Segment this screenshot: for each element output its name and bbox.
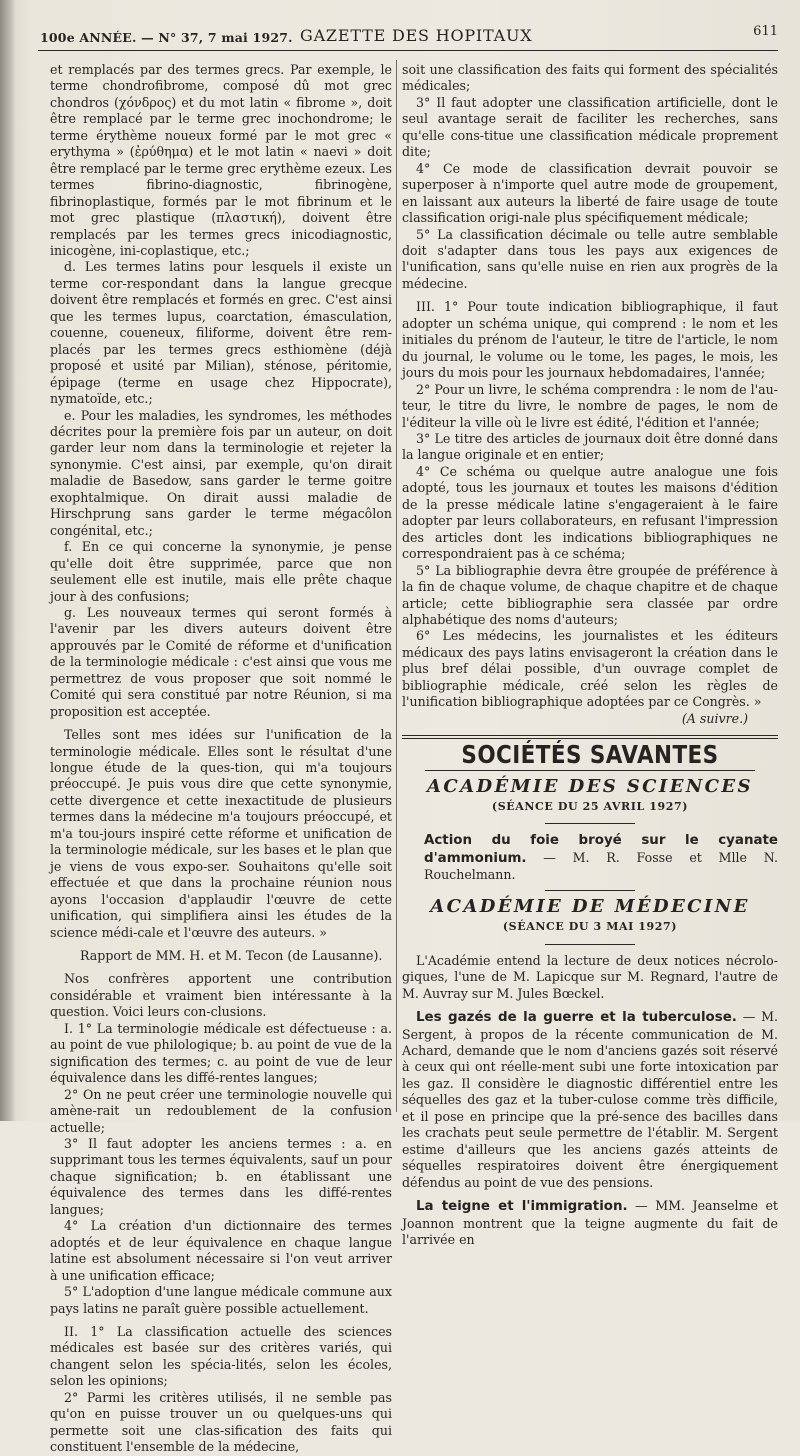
paragraph: 2° On ne peut créer une terminologie nouvelle qui amène-rait un redoublement de la confusion actuelle; [50,1086,392,1135]
report-heading: Rapport de MM. H. et M. Tecon (de Lausanne). [80,948,383,964]
paragraph: 5° La bibliographie devra être groupée de préférence à la fin de chaque volume, de chaque chapitre et de chaque article; cette bibliographie sera classée par ordre alphabétique des noms d'auteurs; [402,562,778,627]
paragraph: Telles sont mes idées sur l'unification de la terminologie médicale. Elles sont le résultat d'une longue étude de la ques-tion, qui m'a toujours préoccupé. Je puis vous dire que cette synonymie, cette divergence et cette inexactitude de plusieurs termes dans la médecine m'a toujours préoccupé, et m'a tou-jours inspiré cette réforme et unification de la terminologie médicale, sur les bases et le plan que je viens de vous expo-ser. Souhaitons qu'elle soit effectuée et que dans la prochaine réunion nous ayons l'occasion d'applaudir l'œuvre de cette unification, qui simplifiera ainsi les études de la science médi-cale et l'œuvre des auteurs. » [50,727,392,940]
paragraph: II. 1° La classification actuelle des sciences médicales est basée sur des critères variés, qui changent selon les spécia-lités, selon les écoles, selon les opinions; [50,1323,392,1389]
communication-title: La teigne et l'immigration. [416,1199,628,1215]
paragraph: f. En ce qui concerne la synonymie, je pense qu'elle doit être supprimée, parce que non seulement elle est inutile, mais elle prête chaque jour à des confusions; [50,539,392,604]
paragraph: 3° Le titre des articles de journaux doit être donné dans la langue originale et en entier; [402,430,778,463]
section-rule [425,770,755,771]
short-rule [545,944,635,945]
paragraph: I. 1° La terminologie médicale est défectueuse : a. au point de vue philologique; b. au point de vue de la signification des termes; c. au point de vue de leur équivalence dans les diffé-rentes langues; [50,1020,392,1086]
seance-date: (SÉANCE DU 3 MAI 1927) [502,920,678,934]
paragraph: 2° Pour un livre, le schéma comprendra : le nom de l'au-teur, le titre du livre, le nombre de pages, le nom de l'éditeur la ville où le livre est édité, l'édition et l'année; [402,381,778,430]
paragraph: 4° Ce mode de classification devrait pouvoir se superposer à n'importe quel autre mode de groupement, en laissant aux auteurs la liberté de faire usage de toute classification origi-nale plus spécifiquement médicale; [402,160,778,226]
paragraph: Nos confrères apportent une contribution considérable et vraiment bien intéressante à la question. Voici leurs con-clusions. [50,971,392,1020]
section-heading-societes: SOCIÉTÉS SAVANTES [461,740,719,770]
paragraph: III. 1° Pour toute indication bibliographique, il faut adopter un schéma unique, qui comprend : le nom et les initiales du prénom de l'auteur, le titre de l'article, le nom du journal, le volume ou le tome, les pages, le mois, les jours du mois pour les journaux hebdomadaires, l'année; [402,299,778,381]
academie-medecine-heading: ACADÉMIE DE MÉDECINE [430,895,750,917]
communication [402,1009,778,1191]
paragraph: L'Académie entend la lecture de deux notices nécrolo-giques, l'une de M. Lapicque sur M. Regnard, l'autre de M. Auvray sur M. Jules Bœckel. [402,952,778,1001]
communication-authors: — M. R. Fosse et Mlle N. Rouchelmann. [424,849,778,883]
communication-title: Action du foie broyé sur le cyanate d'ammonium. [424,833,778,866]
communication-title: Les gazés de la guerre et la tuberculose. [416,1010,737,1026]
academie-sciences-heading: ACADÉMIE DES SCIENCES [427,775,753,797]
header-rule [38,50,778,51]
a-suivre: (A suivre.) [681,710,748,726]
paragraph: 4° Ce schéma ou quelque autre analogue une fois adopté, tous les journaux et toutes les maisons d'édition de la presse médicale latine s'engageraient à le faire adopter par leurs collaborateurs, en refusant l'impression des articles dont les indications bibliographiques ne correspondraient pas à ce schéma; [402,463,778,562]
short-rule [545,890,635,891]
paragraph: et remplacés par des termes grecs. Par exemple, le terme chondrofibrome, composé dû mot grec chondros (χόνδρος) et du mot latin « fibrome », doit être remplacé par le terme grec inochondrome; le terme érythème noueux formé par le mot grec « erythyma » (ἐρύθημα) et le mot latin « naevi » doit être remplacé par le terme grec erythème ezeux. Les termes fibrino-diagnostic, fibrinogène, fibrinoplastique, formés par le mot fibrinum et le mot grec plastique (πλαστική), doivent être remplacés par les termes grecs inicodiagnostic, inicogène, ini-coplastique, etc.; [50,62,392,258]
paragraph: 3° Il faut adopter les anciens termes : a. en supprimant tous les termes équivalents, sauf un pour chaque signification; b. en établissant une équivalence des termes dans les diffé-rentes langues; [50,1136,392,1217]
communication [402,1198,778,1248]
paragraph: e. Pour les maladies, les syndromes, les méthodes décrites pour la première fois par un auteur, on doit garder leur nom dans la terminologie et rejeter la synonymie. C'est ainsi, par exemple, qu'on dirait maladie de Basedow, sans garder le terme goitre exophtalmique. On dirait aussi maladie de Hirschprung sans garder le terme mégacôlon congénital, etc.; [50,407,392,538]
paragraph: 5° L'adoption d'une langue médicale commune aux pays latins ne paraît guère possible actuellement. [50,1284,392,1316]
page-number: 611 [753,24,778,39]
issue-info: 100e ANNÉE. — N° 37, 7 mai 1927. [40,30,293,45]
paragraph: 4° La création d'un dictionnaire des termes adoptés et de leur équivalence en chaque langue latine est absolument nécessaire si l'on veut arriver à une unification efficace; [50,1218,392,1283]
journal-title: GAZETTE DES HOPITAUX [300,26,533,45]
seance-date: (SÉANCE DU 25 AVRIL 1927) [491,800,689,814]
paragraph: d. Les termes latins pour lesquels il existe un terme cor-respondant dans la langue grecque doivent être remplacés et formés en grec. C'est ainsi que les termes lupus, coarctation, émasculation, couenne, coueneux, filiforme, doivent être rem-placés par les termes grecs esthiomène (déjà proposé et usité par Milian), sténose, péritomie, épipage (terme en usage chez Hippocrate), nymatoïde, etc.; [50,259,392,407]
communication-text: — MM. Jeanselme et Joannon montrent que la teigne augmente du fait de l'arrivée en [402,1198,778,1247]
right-column [402,62,778,1247]
communication [424,832,778,883]
paragraph: 5° La classification décimale ou telle autre semblable doit s'adapter dans tous les pays aux exigences de l'unification, sans qu'elle nuise en rien aux progrès de la médecine. [402,226,778,291]
short-rule [545,823,635,824]
paragraph: soit une classification des faits qui forment des spécialités médicales; [402,62,778,94]
paragraph: 3° Il faut adopter une classification artificielle, dont le seul avantage serait de faciliter les recherches, sans qu'elle cons-titue une classification médicale proprement dite; [402,94,778,160]
communication-text: — M. Sergent, à propos de la récente communication de M. Achard, demande que le nom d'anciens gazés soit réservé à ceux qui ont réelle-ment subi une forte intoxication par les gaz. Il considère le diagnostic différentiel entre les séquelles des gaz et la tuber-culose comme très difficile, et il pose en principe que la pré-sence des bacilles dans les crachats peut seule permettre de l'établir. M. Sergent estime d'ailleurs que les anciens gazés atteints de séquelles respiratoires doivent être énergiquement défendus au point de vue des pensions. [402,1009,778,1190]
paragraph: 2° Parmi les critères utilisés, il ne semble pas qu'on en puisse trouver un ou quelques-uns qui permette soit une clas-sification des faits qui constituent l'ensemble de la médecine, [50,1389,392,1455]
paragraph: 6° Les médecins, les journalistes et les éditeurs médicaux des pays latins envisageront la création dans le plus bref délai possible, d'un ouvrage complet de bibliographie médicale, créé selon les règles de l'unification bibliographique adoptées par ce Congrès. » [402,628,778,710]
left-column [50,62,392,1455]
page-binding-edge [0,0,16,1121]
column-divider [396,60,397,1112]
paragraph: g. Les nouveaux termes qui seront formés à l'avenir par les divers auteurs doivent être approuvés par le Comité de réforme et d'unification de la terminologie médicale : c'est ainsi que vous me permettrez de vous proposer que soit nommé le Comité qui sera constitué par notre Réunion, si ma proposition est acceptée. [50,604,392,719]
double-rule [402,735,778,739]
